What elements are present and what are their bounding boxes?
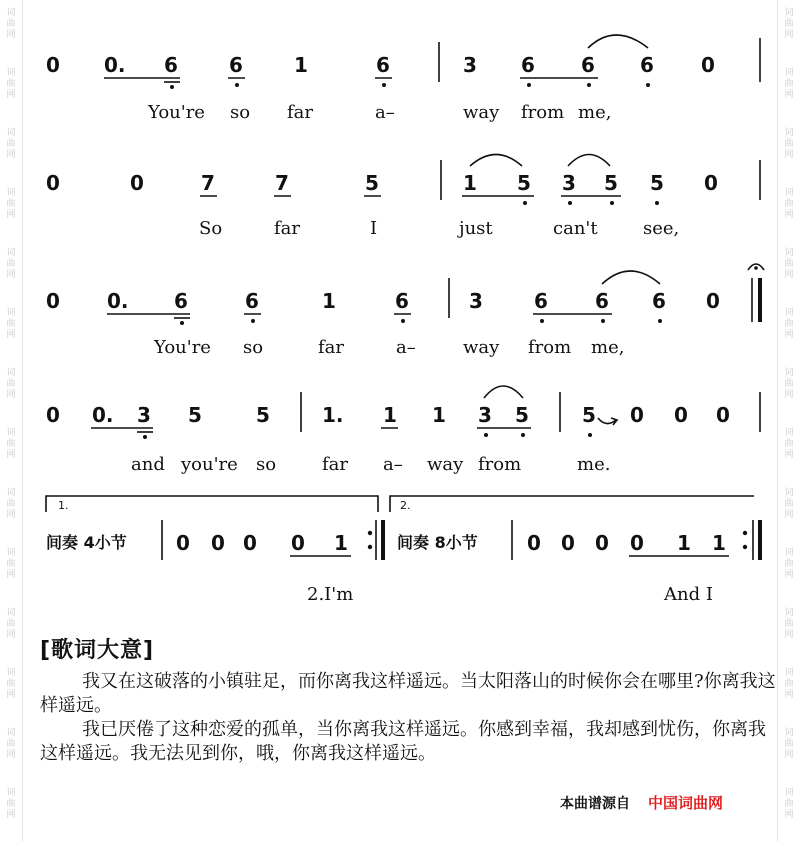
note: 6 [174, 289, 188, 313]
note: 0 [706, 289, 720, 313]
summary-paragraph: 我已厌倦了这种恋爱的孤单，当你离我这样遥远。你感到幸福，我却感到忧伤，你离我这样遥远。我无法见到你，哦，你离我这样遥远。 [40, 719, 766, 764]
interlude-label: 间奏 4小节 [46, 533, 127, 552]
score-line-1 [46, 35, 760, 123]
note: 0 [630, 403, 644, 427]
lyric: just [459, 218, 493, 239]
note: 6 [376, 53, 390, 77]
watermark-glyphs: 词 曲 网 [784, 668, 794, 700]
note: 1 [294, 53, 308, 77]
lyric: from [521, 102, 565, 123]
note: 6 [164, 53, 178, 77]
note: 6 [652, 289, 666, 313]
note: 1 [677, 531, 691, 555]
note: 0 [46, 289, 60, 313]
note: 3 [469, 289, 483, 313]
lyric: from [528, 337, 572, 358]
lyric: a– [396, 337, 416, 358]
note: 1 [334, 531, 348, 555]
note: 0 [595, 531, 609, 555]
watermark-glyphs: 词 曲 网 [784, 428, 794, 460]
note: 1 [432, 403, 446, 427]
note: 0 [130, 171, 144, 195]
note: 0 [704, 171, 718, 195]
watermark-glyphs: 词 曲 网 [784, 128, 794, 160]
watermark-glyphs: 词 曲 网 [6, 548, 16, 580]
ending-mark: 2. [400, 499, 411, 512]
lyric: you're [181, 454, 238, 475]
lyric: me, [591, 337, 625, 358]
note: 0 [701, 53, 715, 77]
watermark-glyphs: 词 曲 网 [784, 728, 794, 760]
lyric: So [199, 218, 223, 239]
lyric: me, [578, 102, 612, 123]
watermark-glyphs: 词 曲 网 [784, 488, 794, 520]
lyric: way [463, 337, 500, 358]
note: 0 [211, 531, 225, 555]
note: 5 [365, 171, 379, 195]
note: 1 [383, 403, 397, 427]
lyric: a– [375, 102, 395, 123]
note: 1 [712, 531, 726, 555]
lyric: from [478, 454, 522, 475]
lyric: You're [148, 102, 205, 123]
note: 5 [256, 403, 270, 427]
watermark-glyphs: 词 曲 网 [6, 428, 16, 460]
watermark-glyphs: 词 曲 网 [6, 668, 16, 700]
watermark-glyphs: 词 曲 网 [6, 68, 16, 100]
lyric: see, [643, 218, 680, 239]
watermark-glyphs: 词 曲 网 [6, 728, 16, 760]
note: 6 [534, 289, 548, 313]
note: 0. [92, 403, 114, 427]
lyric: can't [553, 218, 598, 239]
lyric: far [318, 337, 344, 358]
note: 7 [201, 171, 215, 195]
watermark-glyphs: 词 曲 网 [6, 788, 16, 820]
lyric: so [243, 337, 264, 358]
source-site-link[interactable]: 中国词曲网 [648, 794, 724, 812]
lyric: way [427, 454, 464, 475]
note: 6 [595, 289, 609, 313]
note: 6 [521, 53, 535, 77]
note: 0 [176, 531, 190, 555]
note: 0 [674, 403, 688, 427]
watermark-glyphs: 词 曲 网 [6, 8, 16, 40]
note: 0 [243, 531, 257, 555]
note: 1. [322, 403, 344, 427]
lyric: You're [154, 337, 211, 358]
summary-paragraph: 我又在这破落的小镇驻足，而你离我这样遥远。当太阳落山的时候你会在哪里?你离我这样遥远。 [40, 671, 776, 716]
lyric: I [370, 218, 378, 239]
note: 0. [107, 289, 129, 313]
lyric: far [287, 102, 313, 123]
lyric: me. [577, 454, 611, 475]
note: 5 [582, 403, 596, 427]
note: 5 [650, 171, 664, 195]
watermark-glyphs: 词 曲 网 [6, 608, 16, 640]
lyric: 2.I'm [307, 584, 354, 605]
note: 6 [581, 53, 595, 77]
volta-second-ending [390, 496, 760, 605]
note: 5 [604, 171, 618, 195]
note: 0 [46, 403, 60, 427]
note: 5 [517, 171, 531, 195]
note: 5 [188, 403, 202, 427]
note: 0 [46, 53, 60, 77]
note: 3 [463, 53, 477, 77]
score-line-2 [46, 155, 760, 240]
note: 1 [463, 171, 477, 195]
lyric: a– [383, 454, 403, 475]
watermark-glyphs: 词 曲 网 [784, 608, 794, 640]
lyric: so [230, 102, 251, 123]
watermark-glyphs: 词 曲 网 [784, 248, 794, 280]
watermark-glyphs: 词 曲 网 [6, 248, 16, 280]
watermark-glyphs: 词 曲 网 [6, 308, 16, 340]
watermark-glyphs: 词 曲 网 [784, 368, 794, 400]
watermark-glyphs: 词 曲 网 [784, 308, 794, 340]
note: 0. [104, 53, 126, 77]
watermark-glyphs: 词 曲 网 [784, 8, 794, 40]
watermark-glyphs: 词 曲 网 [784, 788, 794, 820]
source-prefix: 本曲谱源自 [560, 796, 630, 812]
source-credit [560, 792, 723, 813]
lyric: and [131, 454, 165, 475]
lyrics-summary [40, 633, 780, 766]
lyric: far [274, 218, 300, 239]
volta-first-ending [46, 496, 383, 605]
watermark-glyphs: 词 曲 网 [6, 188, 16, 220]
lyric: way [463, 102, 500, 123]
watermark-glyphs: 词 曲 网 [6, 368, 16, 400]
note: 3 [478, 403, 492, 427]
note: 5 [515, 403, 529, 427]
ending-mark: 1. [58, 499, 69, 512]
note: 3 [137, 403, 151, 427]
watermark-glyphs: 词 曲 网 [784, 68, 794, 100]
note: 6 [640, 53, 654, 77]
interlude-label: 间奏 8小节 [397, 533, 478, 552]
note: 3 [562, 171, 576, 195]
note: 0 [561, 531, 575, 555]
watermark-glyphs: 词 曲 网 [784, 548, 794, 580]
score-line-3 [46, 264, 764, 358]
lyric: so [256, 454, 277, 475]
lyric: And I [664, 584, 713, 605]
watermark-glyphs: 词 曲 网 [6, 128, 16, 160]
note: 0 [291, 531, 305, 555]
watermark-glyphs: 词 曲 网 [6, 488, 16, 520]
score-line-4 [46, 386, 760, 475]
watermark-glyphs: 词 曲 网 [784, 188, 794, 220]
note: 0 [527, 531, 541, 555]
note: 0 [630, 531, 644, 555]
note: 6 [229, 53, 243, 77]
summary-title: [歌词大意] [40, 638, 155, 663]
note: 0 [46, 171, 60, 195]
note: 6 [395, 289, 409, 313]
lyric: far [322, 454, 348, 475]
note: 1 [322, 289, 336, 313]
note: 6 [245, 289, 259, 313]
note: 0 [716, 403, 730, 427]
note: 7 [275, 171, 289, 195]
